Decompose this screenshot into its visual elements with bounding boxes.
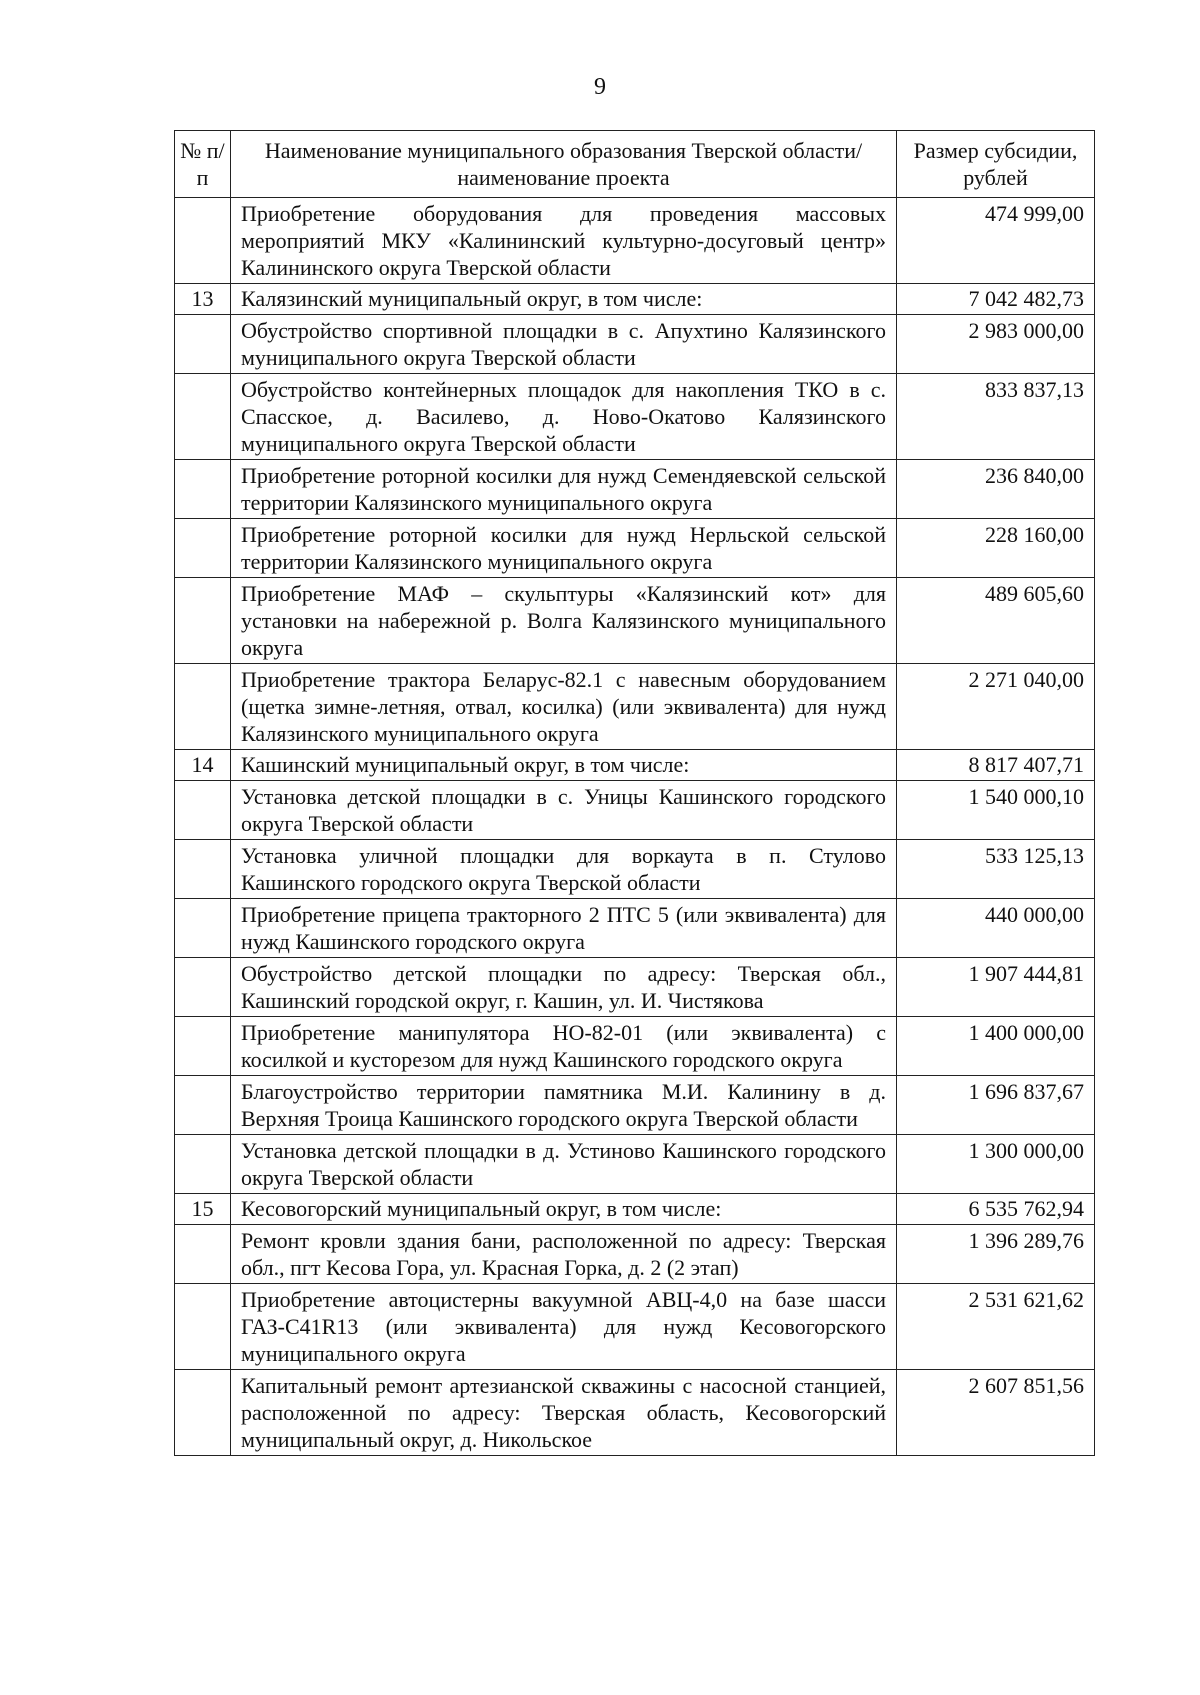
row-amount: 440 000,00	[897, 899, 1095, 958]
row-amount: 474 999,00	[897, 198, 1095, 284]
row-number	[175, 781, 231, 840]
row-number: 14	[175, 750, 231, 781]
district-row	[175, 1194, 1095, 1225]
row-amount: 1 400 000,00	[897, 1017, 1095, 1076]
project-row	[175, 374, 1095, 460]
row-amount: 1 696 837,67	[897, 1076, 1095, 1135]
row-amount: 236 840,00	[897, 460, 1095, 519]
row-number: 13	[175, 284, 231, 315]
row-name: Установка детской площадки в д. Устиново Кашинского городского округа Тверской области	[231, 1135, 897, 1194]
row-number	[175, 899, 231, 958]
row-number	[175, 374, 231, 460]
row-amount: 8 817 407,71	[897, 750, 1095, 781]
row-amount: 1 907 444,81	[897, 958, 1095, 1017]
row-amount: 2 607 851,56	[897, 1370, 1095, 1456]
row-amount: 228 160,00	[897, 519, 1095, 578]
project-row	[175, 781, 1095, 840]
row-name: Обустройство спортивной площадки в с. Апухтино Калязинского муниципального округа Тверской области	[231, 315, 897, 374]
row-name: Кесовогорский муниципальный округ, в том числе:	[231, 1194, 897, 1225]
row-name: Обустройство детской площадки по адресу: Тверская обл., Кашинский городской округ, г. Кашин, ул. И. Чистякова	[231, 958, 897, 1017]
row-amount: 489 605,60	[897, 578, 1095, 664]
district-row	[175, 750, 1095, 781]
row-number	[175, 1370, 231, 1456]
row-amount: 2 271 040,00	[897, 664, 1095, 750]
table-body	[175, 198, 1095, 1456]
header-name: Наименование муниципального образования Тверской области/наименование проекта	[231, 131, 897, 198]
row-number	[175, 840, 231, 899]
project-row	[175, 1370, 1095, 1456]
subsidy-table	[174, 130, 1095, 1456]
row-number	[175, 958, 231, 1017]
project-row	[175, 958, 1095, 1017]
row-name: Ремонт кровли здания бани, расположенной по адресу: Тверская обл., пгт Кесова Гора, ул. Красная Горка, д. 2 (2 этап)	[231, 1225, 897, 1284]
row-name: Капитальный ремонт артезианской скважины с насосной станцией, расположенной по адресу: Тверская область, Кесовогорский муниципальный округ, д. Никольское	[231, 1370, 897, 1456]
row-amount: 2 983 000,00	[897, 315, 1095, 374]
row-number	[175, 1017, 231, 1076]
row-number	[175, 1076, 231, 1135]
header-amount: Размер субсидии, рублей	[897, 131, 1095, 198]
row-name: Благоустройство территории памятника М.И. Калинину в д. Верхняя Троица Кашинского городского округа Тверской области	[231, 1076, 897, 1135]
project-row	[175, 315, 1095, 374]
row-number: 15	[175, 1194, 231, 1225]
row-name: Обустройство контейнерных площадок для накопления ТКО в с. Спасское, д. Василево, д. Ново-Окатово Калязинского муниципального округа Тверской области	[231, 374, 897, 460]
row-name: Приобретение роторной косилки для нужд Семендяевской сельской территории Калязинского муниципального округа	[231, 460, 897, 519]
row-name: Установка детской площадки в с. Уницы Кашинского городского округа Тверской области	[231, 781, 897, 840]
row-number	[175, 1284, 231, 1370]
row-number	[175, 1135, 231, 1194]
row-amount: 6 535 762,94	[897, 1194, 1095, 1225]
row-name: Приобретение прицепа тракторного 2 ПТС 5 (или эквивалента) для нужд Кашинского городского округа	[231, 899, 897, 958]
table-header-row	[175, 131, 1095, 198]
project-row	[175, 840, 1095, 899]
row-name: Калязинский муниципальный округ, в том числе:	[231, 284, 897, 315]
page-number: 9	[594, 74, 606, 100]
row-number	[175, 519, 231, 578]
row-name: Приобретение автоцистерны вакуумной АВЦ-4,0 на базе шасси ГАЗ-С41R13 (или эквивалента) для нужд Кесовогорского муниципального округа	[231, 1284, 897, 1370]
header-number: № п/п	[175, 131, 231, 198]
project-row	[175, 198, 1095, 284]
project-row	[175, 664, 1095, 750]
row-amount: 1 540 000,10	[897, 781, 1095, 840]
project-row	[175, 1076, 1095, 1135]
row-amount: 1 396 289,76	[897, 1225, 1095, 1284]
project-row	[175, 1135, 1095, 1194]
row-amount: 2 531 621,62	[897, 1284, 1095, 1370]
row-name: Кашинский муниципальный округ, в том числе:	[231, 750, 897, 781]
district-row	[175, 284, 1095, 315]
row-name: Приобретение МАФ – скульптуры «Калязинский кот» для установки на набережной р. Волга Калязинского муниципального округа	[231, 578, 897, 664]
row-number	[175, 198, 231, 284]
row-name: Приобретение трактора Беларус-82.1 с навесным оборудованием (щетка зимне-летняя, отвал, косилка) (или эквивалента) для нужд Калязинского муниципального округа	[231, 664, 897, 750]
row-name: Приобретение оборудования для проведения массовых мероприятий МКУ «Калининский культурно-досуговый центр» Калининского округа Тверской области	[231, 198, 897, 284]
row-amount: 833 837,13	[897, 374, 1095, 460]
row-name: Приобретение роторной косилки для нужд Нерльской сельской территории Калязинского муниципального округа	[231, 519, 897, 578]
project-row	[175, 1017, 1095, 1076]
row-number	[175, 315, 231, 374]
row-number	[175, 460, 231, 519]
row-amount: 1 300 000,00	[897, 1135, 1095, 1194]
project-row	[175, 578, 1095, 664]
project-row	[175, 519, 1095, 578]
row-number	[175, 664, 231, 750]
row-amount: 7 042 482,73	[897, 284, 1095, 315]
row-amount: 533 125,13	[897, 840, 1095, 899]
project-row	[175, 1225, 1095, 1284]
project-row	[175, 460, 1095, 519]
project-row	[175, 899, 1095, 958]
row-number	[175, 578, 231, 664]
row-name: Приобретение манипулятора НО-82-01 (или эквивалента) с косилкой и кусторезом для нужд Кашинского городского округа	[231, 1017, 897, 1076]
row-number	[175, 1225, 231, 1284]
row-name: Установка уличной площадки для воркаута в п. Стулово Кашинского городского округа Тверской области	[231, 840, 897, 899]
project-row	[175, 1284, 1095, 1370]
